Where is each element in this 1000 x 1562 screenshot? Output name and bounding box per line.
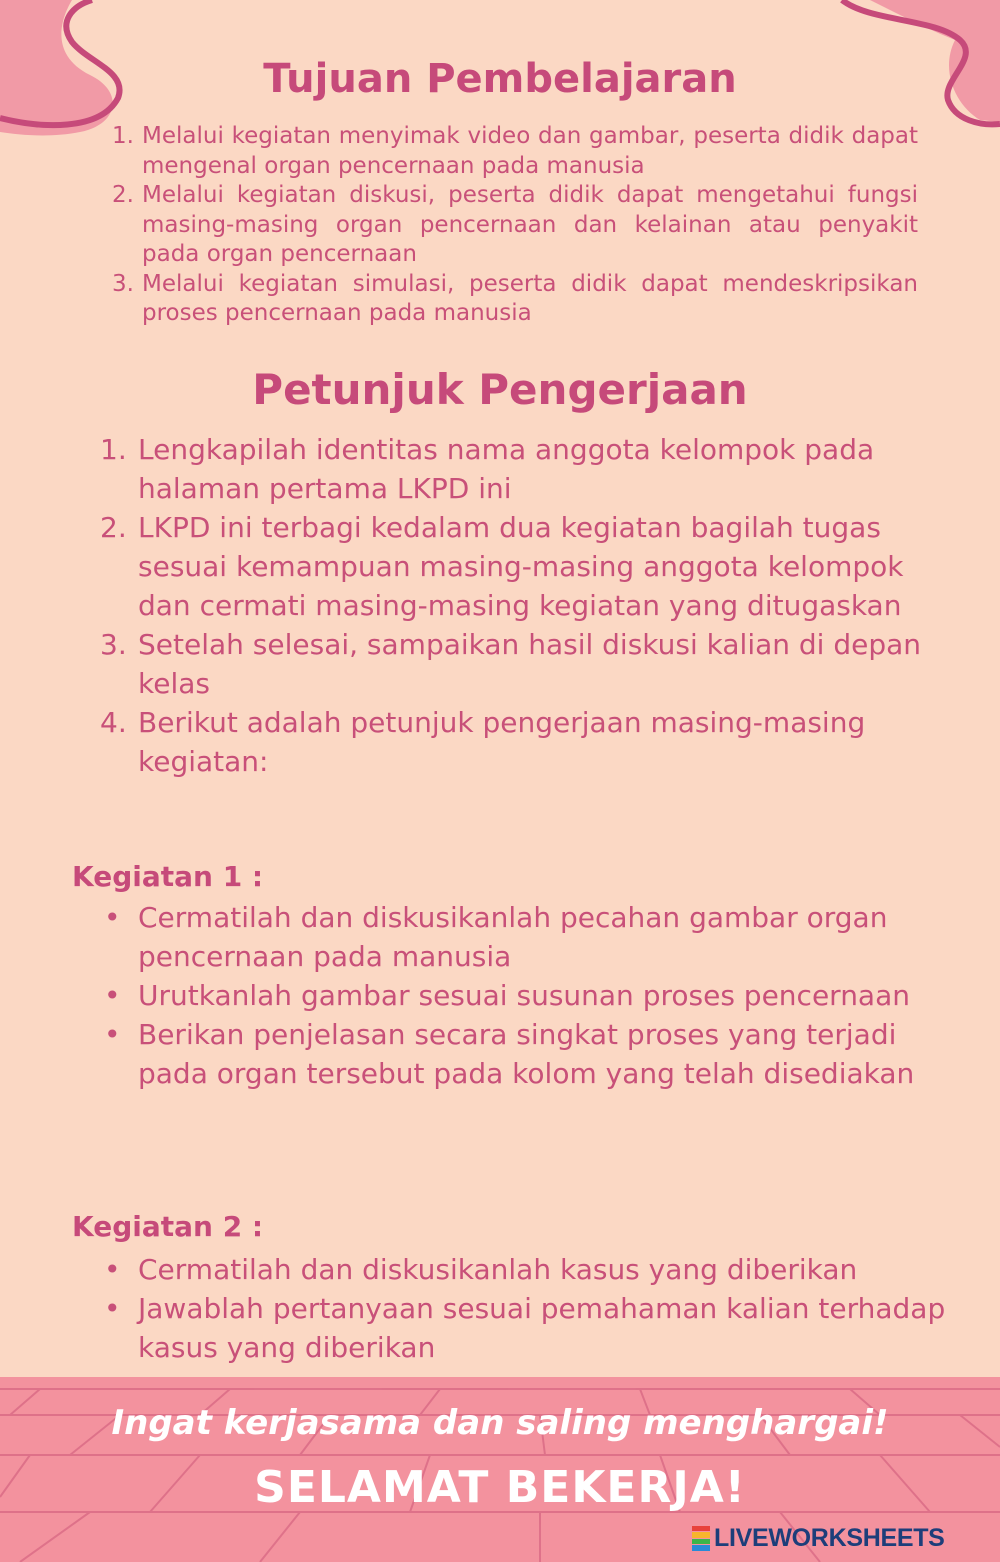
- list-item: 3. Setelah selesai, sampaikan hasil diskusi kalian di depan kelas: [100, 628, 922, 700]
- goals-list: [112, 122, 918, 329]
- list-item: • Jawablah pertanyaan sesuai pemahaman kalian terhadap kasus yang diberikan: [100, 1289, 960, 1367]
- instructions-list: [100, 430, 950, 781]
- bullet-icon: •: [104, 1292, 121, 1325]
- list-item: • Urutkanlah gambar sesuai susunan proses pencernaan: [100, 976, 960, 1015]
- goals-title: Tujuan Pembelajaran: [263, 56, 737, 102]
- bullet-icon: •: [104, 1018, 121, 1051]
- list-item: 1. Melalui kegiatan menyimak video dan gambar, peserta didik dapat mengenal organ pencernaan pada manusia: [112, 123, 918, 179]
- bullet-icon: •: [104, 1253, 121, 1286]
- footer-greeting: SELAMAT BEKERJA!: [254, 1462, 746, 1513]
- list-item: • Cermatilah dan diskusikanlah pecahan gambar organ pencernaan pada manusia: [100, 898, 960, 976]
- bullet-icon: •: [104, 901, 121, 934]
- footer-reminder: Ingat kerjasama dan saling menghargai!: [111, 1403, 889, 1443]
- liveworksheets-watermark: [692, 1524, 945, 1552]
- list-item: 2. Melalui kegiatan diskusi, peserta didik dapat mengetahui fungsi masing-masing organ pencernaan dan kelainan atau penyakit pada organ pencernaan: [112, 182, 918, 267]
- bullet-icon: •: [104, 979, 121, 1012]
- activity1-heading: Kegiatan 1 :: [72, 860, 264, 893]
- list-item: 1. Lengkapilah identitas nama anggota kelompok pada halaman pertama LKPD ini: [100, 433, 875, 505]
- list-item: • Cermatilah dan diskusikanlah kasus yang diberikan: [100, 1250, 960, 1289]
- instructions-title: Petunjuk Pengerjaan: [252, 365, 748, 414]
- list-item: 2. LKPD ini terbagi kedalam dua kegiatan bagilah tugas sesuai kemampuan masing-masing anggota kelompok dan cermati masing-masing kegiatan yang ditugaskan: [100, 511, 904, 622]
- list-item: 4. Berikut adalah petunjuk pengerjaan masing-masing kegiatan:: [100, 706, 866, 778]
- activity2-heading: Kegiatan 2 :: [72, 1210, 264, 1243]
- list-item: 3. Melalui kegiatan simulasi, peserta didik dapat mendeskripsikan proses pencernaan pada manusia: [112, 270, 918, 326]
- activity1-list: [100, 898, 960, 1093]
- list-item: • Berikan penjelasan secara singkat proses yang terjadi pada organ tersebut pada kolom yang telah disediakan: [100, 1015, 960, 1093]
- activity2-list: [100, 1250, 960, 1367]
- liveworksheets-logo-icon: [692, 1525, 710, 1551]
- watermark-text: LIVEWORKSHEETS: [714, 1523, 945, 1552]
